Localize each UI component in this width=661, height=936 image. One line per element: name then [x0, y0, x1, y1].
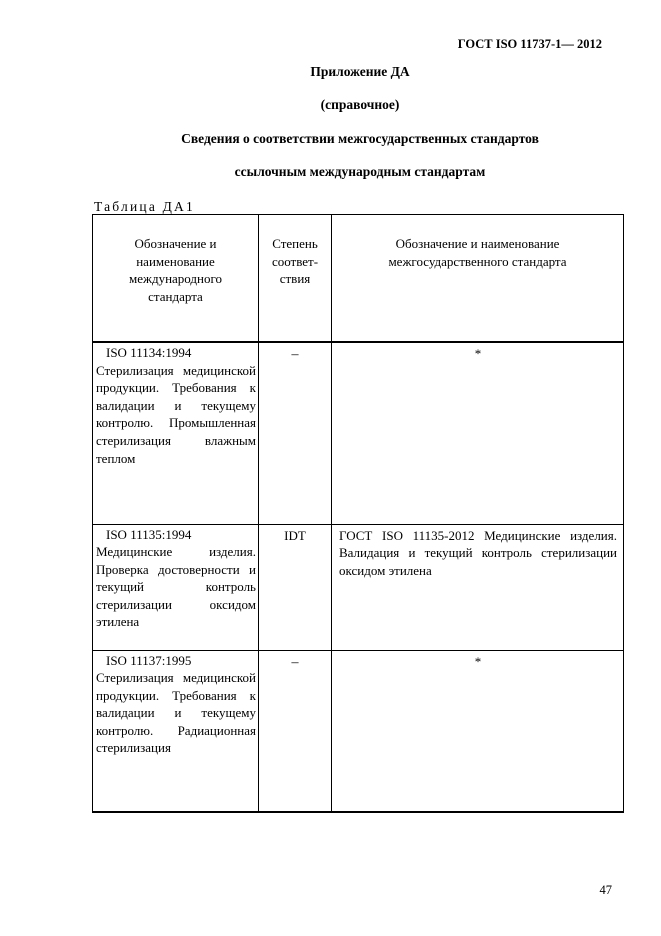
intl-standard-cell: [93, 524, 259, 650]
correspondence-table: [92, 214, 624, 813]
intl-standard-name: Стерилизация медицинской продукции. Требования к валидации и текущему контролю. Промышленная стерилизация влажным теплом: [96, 362, 256, 466]
degree-cell: [259, 650, 332, 812]
degree-cell: [259, 524, 332, 650]
table-row: [93, 650, 624, 812]
intl-standard-code: ISO 11137:1995: [106, 652, 192, 668]
appendix-type: (справочное): [320, 97, 400, 112]
degree-cell: [259, 342, 332, 524]
intl-standard-cell: [93, 342, 259, 524]
intl-standard-name: Стерилизация медицинской продукции. Требования к валидации и текущему контролю. Радиационная стерилизация: [96, 670, 256, 756]
section-heading-line-1: Сведения о соответствии межгосударственных стандартов: [181, 131, 539, 146]
interstate-standard-cell: *: [332, 650, 624, 812]
table-header-row: [93, 215, 624, 343]
intl-standard-code: ISO 11135:1994: [106, 526, 192, 542]
intl-standard-cell: [93, 650, 259, 812]
column-header-intl-standard: Обозначение и наименование международного стандарта: [93, 215, 259, 343]
column-header-degree: Степень соответ- ствия: [259, 215, 332, 343]
table-caption: Таблица ДА1: [94, 199, 195, 214]
degree-value: –: [291, 347, 299, 362]
section-heading-line-2: ссылочным международным стандартам: [234, 164, 486, 179]
degree-value: –: [291, 654, 299, 670]
degree-value: IDT: [284, 527, 306, 543]
intl-standard-name: Медицинские изделия. Проверка достоверности и текущий контроль стерилизации оксидом этилена: [96, 544, 256, 630]
intl-standard-code: ISO 11134:1994: [106, 345, 192, 360]
column-header-interstate-standard: Обозначение и наименование межгосударственного стандарта: [332, 215, 624, 343]
table-row: [93, 524, 624, 650]
table-row: [93, 342, 624, 524]
interstate-standard-cell: *: [332, 342, 624, 524]
page-number: 47: [599, 883, 612, 897]
document-code: ГОСТ ISO 11737-1— 2012: [457, 37, 602, 51]
interstate-standard-cell: ГОСТ ISO 11135-2012 Медицинские изделия. Валидация и текущий контроль стерилизации оксидом этилена: [332, 524, 624, 650]
appendix-title: Приложение ДА: [310, 64, 410, 79]
